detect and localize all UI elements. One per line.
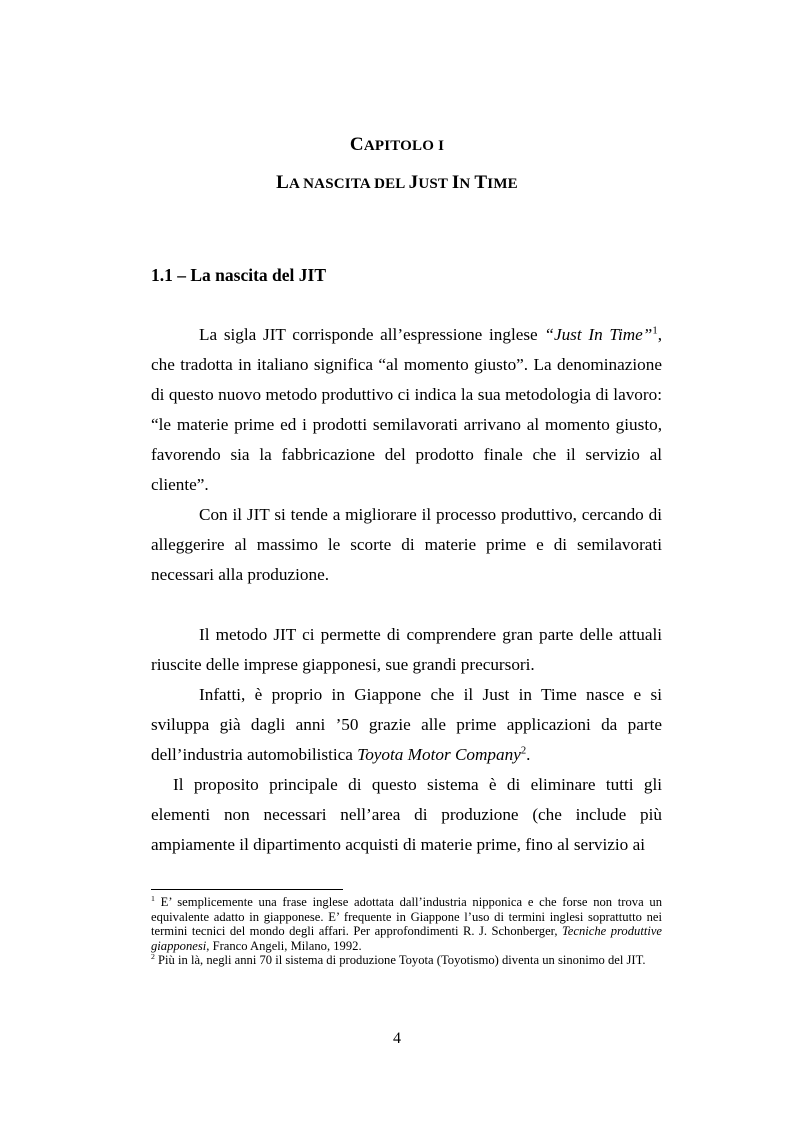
p5-text: Il proposito principale di questo sistema è di eliminare tutti gli elementi non necessari nell’area di produzione (che include più ampiamente il dipartimento acquisti di materie prime, fino al servizio ai xyxy=(151,775,662,854)
footnote-2 xyxy=(151,953,662,968)
paragraph-1 xyxy=(151,320,662,500)
p4-italic: Toyota Motor Company xyxy=(357,745,521,764)
p3-text: Il metodo JIT ci permette di comprendere gran parte delle attuali riuscite delle imprese giapponesi, sue grandi precursori. xyxy=(151,625,662,674)
footnote-1-text-a: E’ semplicemente una frase inglese adottata dall’industria nipponica e che forse non trova un equivalente adatto in giapponese. E’ frequente in Giappone l’uso di termini inglesi soprattutto nei termini tecnici del mondo degli affari. Per approfondimenti R. J. Schonberger, xyxy=(151,895,662,939)
section-heading: 1.1 – La nascita del JIT xyxy=(151,265,327,285)
chapter-title-part: N xyxy=(459,176,475,192)
chapter-title xyxy=(0,172,794,194)
footnote-ref-2: 2 xyxy=(520,745,527,757)
footnote-1-italic: Tecniche produttive giapponesi xyxy=(151,924,662,953)
chapter-number xyxy=(0,134,794,156)
paragraph-2 xyxy=(151,500,662,590)
footnote-1-number: 1 xyxy=(151,893,155,903)
chapter-title-part: UST xyxy=(418,176,452,192)
paragraph-4 xyxy=(151,680,662,770)
footnote-divider xyxy=(151,889,343,890)
paragraph-3 xyxy=(151,620,662,680)
p1-italic: “Just In Time” xyxy=(544,325,653,344)
page-number: 4 xyxy=(393,1030,401,1047)
paragraph-5 xyxy=(151,770,662,860)
chapter-title-part: IME xyxy=(487,176,518,192)
chapter-title-part: J xyxy=(408,172,419,193)
chapter-number-cap: C xyxy=(349,134,364,155)
footnote-2-text: Più in là, negli anni 70 il sistema di produzione Toyota (Toyotismo) diventa un sinonimo del JIT. xyxy=(154,953,646,968)
p2-text: Con il JIT si tende a migliorare il processo produttivo, cercando di alleggerire al massimo le scorte di materie prime e di semilavorati necessari alla produzione. xyxy=(151,505,662,584)
chapter-title-part: I xyxy=(451,172,460,193)
p1-text-b: , che tradotta in italiano significa “al momento giusto”. La denominazione di questo nuovo metodo produttivo ci indica la sua metodologia di lavoro: “le materie prime ed i prodotti semilavorati arrivano al momento giusto, favorendo sia la fabbricazione del prodotto finale che il servizio al cliente”. xyxy=(151,325,662,494)
chapter-title-part: L xyxy=(276,172,289,193)
footnote-1-text-b: , Franco Angeli, Milano, 1992. xyxy=(206,938,362,953)
p1-text-a: La sigla JIT corrisponde all’espressione inglese xyxy=(199,325,545,344)
footnote-2-number: 2 xyxy=(151,952,155,962)
footnote-ref-1: 1 xyxy=(652,325,658,337)
chapter-title-part: A NASCITA DEL xyxy=(288,176,409,192)
p4-text-b: . xyxy=(526,745,531,764)
chapter-number-rest: APITOLO I xyxy=(363,138,445,154)
p4-text-a: Infatti, è proprio in Giappone che il Just in Time nasce e si sviluppa già dagli anni ’50 grazie alle prime applicazioni da parte dell’industria automobilistica xyxy=(151,685,662,764)
chapter-title-part: T xyxy=(474,172,488,193)
footnote-1 xyxy=(151,895,662,953)
footnotes xyxy=(151,895,662,968)
